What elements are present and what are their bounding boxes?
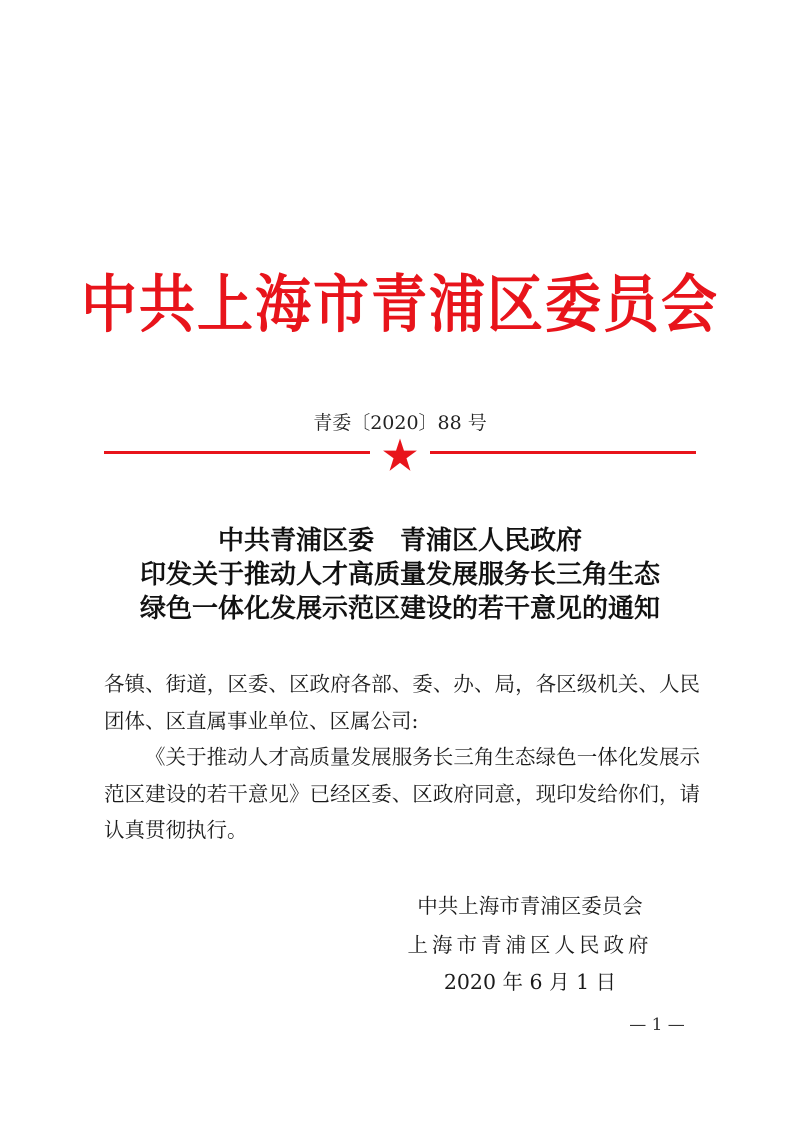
addressee: 各镇、街道，区委、区政府各部、委、办、局，各区级机关、人民团体、区直属事业单位、区属公司: bbox=[104, 672, 700, 733]
signature-date: 2020 年 6 月 1 日 bbox=[443, 970, 617, 994]
body-paragraph: 《关于推动人才高质量发展服务长三角生态绿色一体化发展示范区建设的若干意见》已经区委、区政府同意，现印发给你们，请认真贯彻执行。 bbox=[104, 745, 700, 842]
red-rule-right bbox=[430, 451, 696, 454]
signature-org-committee: 中共上海市青浦区委员会 bbox=[417, 894, 643, 918]
document-title bbox=[60, 524, 740, 626]
title-line-2: 印发关于推动人才高质量发展服务长三角生态 bbox=[139, 560, 660, 590]
title-line-3: 绿色一体化发展示范区建设的若干意见的通知 bbox=[139, 594, 660, 624]
signature-org-government: 上海市青浦区人民政府 bbox=[407, 933, 653, 957]
red-rule-left bbox=[104, 451, 370, 454]
page-number: — 1 — bbox=[629, 1015, 685, 1035]
star-icon bbox=[382, 437, 418, 473]
title-line-1: 中共青浦区委 青浦区人民政府 bbox=[217, 526, 582, 556]
masthead: 中共上海市青浦区委员会 bbox=[81, 268, 719, 342]
document-number: 青委〔2020〕88 号 bbox=[313, 412, 487, 434]
